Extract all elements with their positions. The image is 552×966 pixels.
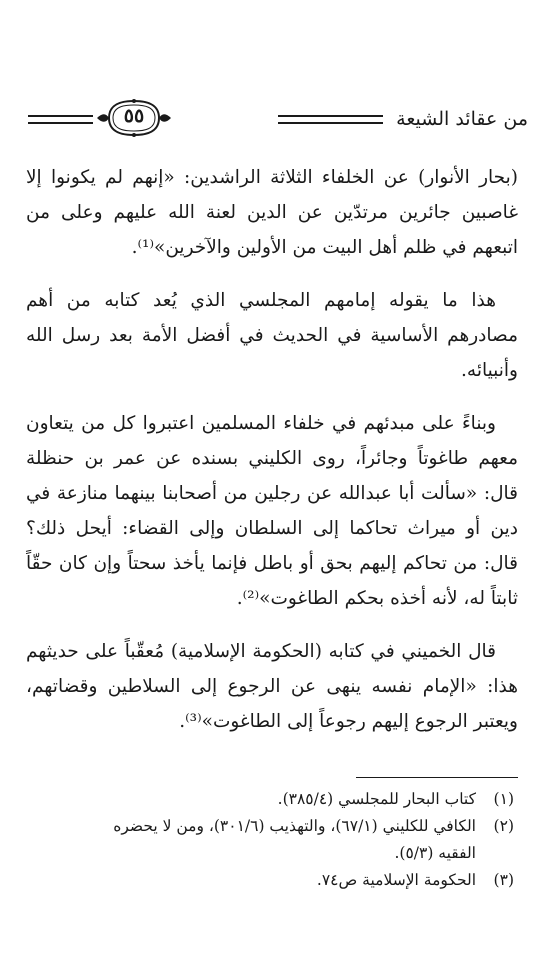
- paragraph: وبناءً على مبدئهم في خلفاء المسلمين اعتبروا كل من يتعاون معهم طاغوتاً وجائراً، روى الكليني بسنده عن عمر بن حنظلة قال: «سألت أبا عبدالله عن رجلين من أصحابنا بينهما منازعة في دين أو ميراث تحاكما إلى السلطان وإلى القضاء: أيحل ذلك؟ قال: من تحاكم إليهم بحق أو باطل فإنما يأخذ سحتاً وإن كان حقّاً ثابتاً له، لأنه أخذه بحكم الطاغوت»⁽²⁾.: [26, 413, 518, 609]
- footnote-number: (٣): [493, 871, 514, 889]
- page-header: [28, 98, 528, 146]
- footnote-item: [26, 867, 518, 894]
- main-text: [26, 160, 518, 739]
- footnote-number: (١): [493, 790, 514, 808]
- footnote-separator: [356, 777, 518, 778]
- footnote-number: (٢): [493, 817, 514, 835]
- footnote-text: كتاب البحار للمجلسي (٣٨٥/٤).: [277, 790, 476, 808]
- paragraph: (بحار الأنوار) عن الخلفاء الثلاثة الراشدين: «إنهم لم يكونوا إلا غاصبين جائرين مرتدّين عن الدين لعنة الله عليهم وعلى من اتبعهم في ظلم أهل البيت من الأولين والآخرين»⁽¹⁾.: [26, 167, 518, 258]
- footnotes: [26, 786, 518, 894]
- running-title: من عقائد الشيعة: [396, 108, 528, 130]
- header-rule-right: [278, 115, 383, 124]
- page-number-badge: [95, 98, 173, 138]
- footnote-text: الكافي للكليني (٦٧/١)، والتهذيب (٣٠١/٦)، ومن لا يحضره: [113, 817, 476, 835]
- footnote-item: [26, 786, 518, 813]
- header-rule-left: [28, 115, 93, 124]
- page-number: ٥٥: [123, 105, 145, 127]
- paragraph: قال الخميني في كتابه (الحكومة الإسلامية) مُعقّباً على حديثهم هذا: «الإمام نفسه ينهى عن الرجوع إلى السلاطين وقضاتهم، ويعتبر الرجوع إليهم رجوعاً إلى الطاغوت»⁽³⁾.: [26, 641, 518, 732]
- footnote-text: الحكومة الإسلامية ص٧٤.: [316, 871, 476, 889]
- footnote-continuation: الفقيه (٥/٣).: [394, 844, 476, 862]
- paragraph: هذا ما يقوله إمامهم المجلسي الذي يُعد كتابه من أهم مصادرهم الأساسية في الحديث في أفضل الأمة بعد رسل الله وأنبيائه.: [26, 290, 518, 381]
- footnote-item: [26, 813, 518, 840]
